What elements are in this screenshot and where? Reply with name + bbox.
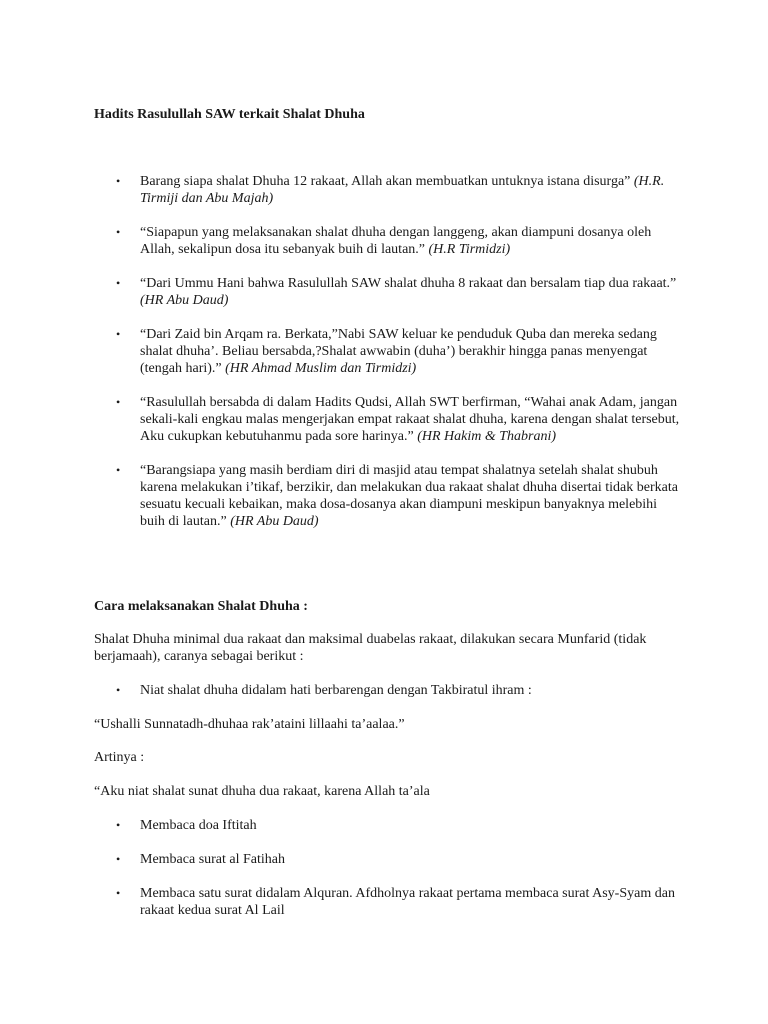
bullet-icon: •: [116, 852, 121, 866]
hadith-item: [116, 462, 681, 530]
steps-list: [116, 817, 681, 919]
bullet-icon: •: [116, 886, 121, 900]
bullet-icon: •: [116, 683, 121, 697]
hadith-source: (H.R Tirmidzi): [428, 242, 511, 257]
artinya-label: Artinya :: [94, 750, 145, 765]
artinya-text: “Aku niat shalat sunat dhuha dua rakaat, karena Allah ta’ala: [94, 784, 430, 799]
step-item: [116, 682, 681, 699]
bullet-icon: •: [116, 395, 121, 409]
step-text: Niat shalat dhuha didalam hati berbarengan dengan Takbiratul ihram :: [140, 683, 532, 698]
hadith-source: (H.R. Tirmiji dan Abu Majah): [140, 174, 665, 206]
hadith-item: [116, 394, 681, 445]
step-item: [116, 817, 681, 834]
hadith-source: (HR Abu Daud): [140, 293, 229, 308]
hadith-list: [116, 173, 681, 530]
section-heading-hadits: Hadits Rasulullah SAW terkait Shalat Dhuha: [94, 107, 365, 122]
hadith-text: Barang siapa shalat Dhuha 12 rakaat, Allah akan membuatkan untuknya istana disurga”: [140, 174, 634, 189]
hadith-item: [116, 224, 681, 258]
intro-paragraph: Shalat Dhuha minimal dua rakaat dan maksimal duabelas rakaat, dilakukan secara Munfarid (tidak berjamaah), caranya sebagai berikut :: [94, 632, 647, 664]
step-item: [116, 885, 681, 919]
bullet-icon: •: [116, 463, 121, 477]
hadith-source: (HR Ahmad Muslim dan Tirmidzi): [225, 361, 417, 376]
niat-text: “Ushalli Sunnatadh-dhuhaa rak’ataini lillaahi ta’aalaa.”: [94, 717, 405, 732]
hadith-text: “Dari Zaid bin Arqam ra. Berkata,”Nabi SAW keluar ke penduduk Quba dan mereka sedang shalat dhuha’. Beliau bersabda,?Shalat awwabin (duha’) berakhir hingga panas menyengat (tengah hari).”: [140, 327, 657, 376]
bullet-icon: •: [116, 174, 121, 188]
section-heading-cara: Cara melaksanakan Shalat Dhuha :: [94, 599, 308, 614]
bullet-icon: •: [116, 818, 121, 832]
step-text: Membaca surat al Fatihah: [140, 852, 286, 867]
niat-list: [116, 682, 681, 699]
step-text: Membaca doa Iftitah: [140, 818, 257, 833]
bullet-icon: •: [116, 327, 121, 341]
bullet-icon: •: [116, 276, 121, 290]
hadith-source: (HR Hakim & Thabrani): [417, 429, 557, 444]
hadith-text: “Siapapun yang melaksanakan shalat dhuha dengan langgeng, akan diampuni dosanya oleh Allah, sekalipun dosa itu sebanyak buih di lautan.”: [140, 225, 652, 257]
hadith-source: (HR Abu Daud): [230, 514, 319, 529]
hadith-text: “Barangsiapa yang masih berdiam diri di masjid atau tempat shalatnya setelah shalat shubuh karena melakukan i’tikaf, berzikir, dan melakukan dua rakaat shalat dhuha disertai tidak berkata sesuatu kecuali kebaikan, maka dosa-dosanya akan diampuni meskipun banyaknya melebihi buih di lautan.”: [140, 463, 678, 529]
step-item: [116, 851, 681, 868]
hadith-item: [116, 326, 681, 377]
step-text: Membaca satu surat didalam Alquran. Afdholnya rakaat pertama membaca surat Asy-Syam dan rakaat kedua surat Al Lail: [140, 886, 675, 918]
hadith-item: [116, 173, 681, 207]
hadith-text: “Rasulullah bersabda di dalam Hadits Qudsi, Allah SWT berfirman, “Wahai anak Adam, jangan sekali-kali engkau malas mengerjakan empat rakaat shalat dhuha, karena dengan shalat tersebut, Aku cukupkan kebutuhanmu pada sore harinya.”: [140, 395, 680, 444]
bullet-icon: •: [116, 225, 121, 239]
hadith-item: [116, 275, 681, 309]
hadith-text: “Dari Ummu Hani bahwa Rasulullah SAW shalat dhuha 8 rakaat dan bersalam tiap dua rakaat.”: [140, 276, 677, 291]
